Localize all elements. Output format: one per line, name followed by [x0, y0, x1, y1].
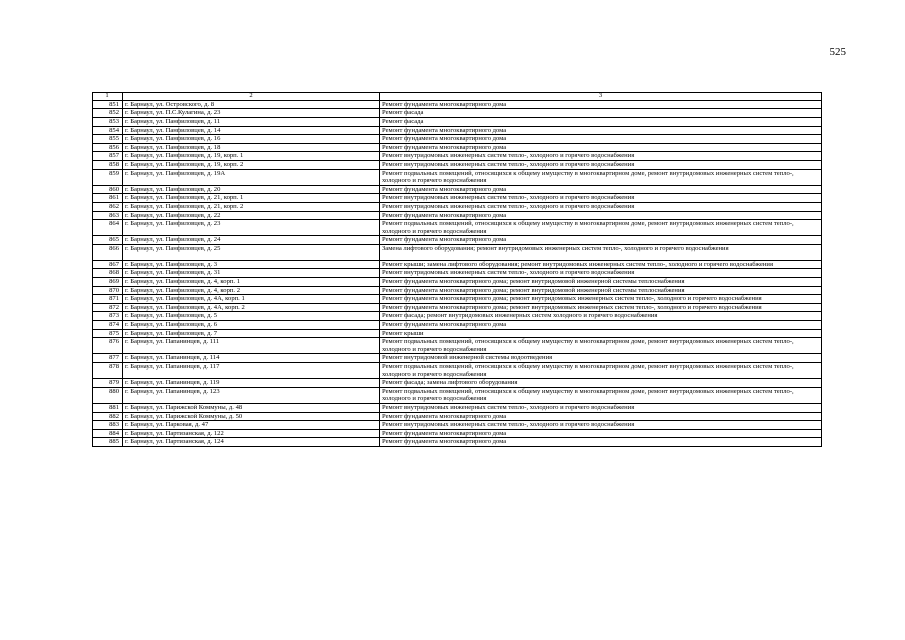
table-row: [93, 135, 822, 144]
row-address: г. Барнаул, ул. Панфиловцев, д. 19, корп. 2: [123, 160, 380, 169]
row-number: 878: [93, 363, 123, 379]
row-number: 870: [93, 286, 123, 295]
row-work-type: Ремонт фундамента многоквартирного дома: [380, 126, 822, 135]
table-row: [93, 100, 822, 109]
row-work-type: Ремонт внутридомовых инженерных систем тепло-, холодного и горячего водоснабжения: [380, 194, 822, 203]
row-address: г. Барнаул, ул. Панфиловцев, д. 5: [123, 312, 380, 321]
row-work-type: Ремонт подвальных помещений, относящихся к общему имуществу в многоквартирном доме, ремонт внутридомовых инженерных систем тепло-, холодного и горячего водоснабжения: [380, 363, 822, 379]
row-number: 854: [93, 126, 123, 135]
row-number: 873: [93, 312, 123, 321]
row-number: 851: [93, 100, 123, 109]
row-work-type: Ремонт фундамента многоквартирного дома: [380, 236, 822, 245]
row-address: г. Барнаул, ул. Панфиловцев, д. 6: [123, 321, 380, 330]
row-number: 866: [93, 244, 123, 260]
table-row: [93, 329, 822, 338]
row-address: г. Барнаул, ул. Панфиловцев, д. 23: [123, 220, 380, 236]
table-row: [93, 379, 822, 388]
row-address: г. Барнаул, ул. Панфиловцев, д. 20: [123, 185, 380, 194]
table-row: [93, 295, 822, 304]
row-address: г. Барнаул, ул. Партизанская, д. 124: [123, 438, 380, 447]
row-number: 877: [93, 354, 123, 363]
row-address: г. Барнаул, ул. Панфиловцев, д. 21, корп. 1: [123, 194, 380, 203]
row-work-type: Ремонт внутридомовых инженерных систем тепло-, холодного и горячего водоснабжения: [380, 269, 822, 278]
row-address: г. Барнаул, ул. Партизанская, д. 122: [123, 429, 380, 438]
row-work-type: Ремонт фасада: [380, 109, 822, 118]
table-header-row: [93, 93, 822, 101]
row-address: г. Барнаул, ул. Папанинцев, д. 117: [123, 363, 380, 379]
table-row: [93, 160, 822, 169]
row-work-type: Ремонт подвальных помещений, относящихся к общему имуществу в многоквартирном доме, ремонт внутридомовых инженерных систем тепло-, холодного и горячего водоснабжения: [380, 338, 822, 354]
row-address: г. Барнаул, ул. Островского, д. 8: [123, 100, 380, 109]
row-address: г. Барнаул, ул. Папанинцев, д. 119: [123, 379, 380, 388]
table-row: [93, 312, 822, 321]
row-address: г. Барнаул, ул. Панфиловцев, д. 22: [123, 211, 380, 220]
row-address: г. Барнаул, ул. Панфиловцев, д. 21, корп. 2: [123, 202, 380, 211]
row-work-type: Ремонт фасада: [380, 117, 822, 126]
row-address: г. Барнаул, ул. Парижской Коммуны, д. 50: [123, 412, 380, 421]
column-header-work: 3: [380, 93, 822, 101]
row-number: 863: [93, 211, 123, 220]
table-row: [93, 363, 822, 379]
row-number: 884: [93, 429, 123, 438]
table-row: [93, 354, 822, 363]
row-address: г. Барнаул, ул. Папанинцев, д. 111: [123, 338, 380, 354]
table-row: [93, 438, 822, 447]
table-row: [93, 429, 822, 438]
row-address: г. Барнаул, ул. Панфиловцев, д. 7: [123, 329, 380, 338]
row-address: г. Барнаул, ул. Панфиловцев, д. 4А, корп. 1: [123, 295, 380, 304]
table-row: [93, 169, 822, 185]
row-address: г. Барнаул, ул. П.С.Кулагина, д. 23: [123, 109, 380, 118]
row-work-type: Ремонт внутридомовых инженерных систем тепло-, холодного и горячего водоснабжения: [380, 202, 822, 211]
row-work-type: Ремонт фасада; замена лифтового оборудования: [380, 379, 822, 388]
row-address: г. Барнаул, ул. Панфиловцев, д. 16: [123, 135, 380, 144]
row-work-type: Ремонт внутридомовых инженерных систем тепло-, холодного и горячего водоснабжения: [380, 160, 822, 169]
row-work-type: Ремонт фундамента многоквартирного дома; ремонт внутридомовых инженерных систем тепло-, холодного и горячего водоснабжения: [380, 303, 822, 312]
table-row: [93, 185, 822, 194]
row-number: 880: [93, 387, 123, 403]
row-number: 860: [93, 185, 123, 194]
row-address: г. Барнаул, ул. Панфиловцев, д. 19А: [123, 169, 380, 185]
row-number: 879: [93, 379, 123, 388]
row-address: г. Барнаул, ул. Панфиловцев, д. 4А, корп. 2: [123, 303, 380, 312]
row-address: г. Барнаул, ул. Панфиловцев, д. 3: [123, 260, 380, 269]
row-work-type: Ремонт внутридомовых инженерных систем тепло-, холодного и горячего водоснабжения: [380, 152, 822, 161]
row-address: г. Барнаул, ул. Парижской Коммуны, д. 48: [123, 403, 380, 412]
row-number: 867: [93, 260, 123, 269]
table-row: [93, 202, 822, 211]
row-number: 868: [93, 269, 123, 278]
repair-works-table: [92, 92, 822, 447]
table-row: [93, 387, 822, 403]
row-number: 859: [93, 169, 123, 185]
row-number: 883: [93, 421, 123, 430]
row-number: 858: [93, 160, 123, 169]
row-number: 882: [93, 412, 123, 421]
row-address: г. Барнаул, ул. Папанинцев, д. 114: [123, 354, 380, 363]
row-number: 857: [93, 152, 123, 161]
table-row: [93, 403, 822, 412]
table-row: [93, 194, 822, 203]
row-work-type: Ремонт внутридомовых инженерных систем тепло-, холодного и горячего водоснабжения: [380, 403, 822, 412]
table-row: [93, 269, 822, 278]
row-work-type: Ремонт внутридомовых инженерных систем тепло-, холодного и горячего водоснабжения: [380, 421, 822, 430]
row-work-type: Ремонт подвальных помещений, относящихся к общему имуществу в многоквартирном доме, ремонт внутридомовых инженерных систем тепло-, холодного и горячего водоснабжения: [380, 387, 822, 403]
row-number: 856: [93, 143, 123, 152]
row-number: 865: [93, 236, 123, 245]
row-address: г. Барнаул, ул. Панфиловцев, д. 11: [123, 117, 380, 126]
row-number: 852: [93, 109, 123, 118]
table-row: [93, 126, 822, 135]
table-row: [93, 278, 822, 287]
table-row: [93, 412, 822, 421]
row-address: г. Барнаул, ул. Панфиловцев, д. 4, корп. 2: [123, 286, 380, 295]
row-number: 862: [93, 202, 123, 211]
row-work-type: Ремонт фундамента многоквартирного дома: [380, 143, 822, 152]
table-row: [93, 236, 822, 245]
row-number: 881: [93, 403, 123, 412]
table-row: [93, 152, 822, 161]
row-work-type: Ремонт фундамента многоквартирного дома; ремонт внутридомовых инженерных систем тепло-, холодного и горячего водоснабжения: [380, 295, 822, 304]
row-work-type: Ремонт фундамента многоквартирного дома: [380, 100, 822, 109]
row-address: г. Барнаул, ул. Панфиловцев, д. 19, корп. 1: [123, 152, 380, 161]
row-work-type: Ремонт фундамента многоквартирного дома: [380, 429, 822, 438]
row-work-type: Замена лифтового оборудования; ремонт внутридомовых инженерных систем тепло-, холодного и горячего водоснабжения: [380, 244, 822, 260]
table-row: [93, 244, 822, 260]
row-number: 885: [93, 438, 123, 447]
row-number: 875: [93, 329, 123, 338]
row-number: 876: [93, 338, 123, 354]
row-work-type: Ремонт фундамента многоквартирного дома: [380, 321, 822, 330]
row-number: 871: [93, 295, 123, 304]
row-address: г. Барнаул, ул. Папанинцев, д. 123: [123, 387, 380, 403]
row-address: г. Барнаул, ул. Панфиловцев, д. 24: [123, 236, 380, 245]
row-address: г. Барнаул, ул. Панфиловцев, д. 31: [123, 269, 380, 278]
row-number: 872: [93, 303, 123, 312]
column-header-address: 2: [123, 93, 380, 101]
row-work-type: Ремонт фундамента многоквартирного дома; ремонт внутридомовой инженерной системы теплоснабжения: [380, 278, 822, 287]
row-address: г. Барнаул, ул. Панфиловцев, д. 4, корп. 1: [123, 278, 380, 287]
page-number: 525: [829, 46, 846, 58]
row-work-type: Ремонт фундамента многоквартирного дома: [380, 438, 822, 447]
row-address: г. Барнаул, ул. Панфиловцев, д. 25: [123, 244, 380, 260]
row-number: 861: [93, 194, 123, 203]
table-row: [93, 321, 822, 330]
table-row: [93, 211, 822, 220]
row-work-type: Ремонт подвальных помещений, относящихся к общему имуществу в многоквартирном доме, ремонт внутридомовых инженерных систем тепло-, холодного и горячего водоснабжения: [380, 169, 822, 185]
row-work-type: Ремонт фундамента многоквартирного дома: [380, 135, 822, 144]
row-address: г. Барнаул, ул. Парковая, д. 47: [123, 421, 380, 430]
row-address: г. Барнаул, ул. Панфиловцев, д. 14: [123, 126, 380, 135]
row-number: 869: [93, 278, 123, 287]
table-row: [93, 220, 822, 236]
row-work-type: Ремонт фундамента многоквартирного дома: [380, 211, 822, 220]
table-row: [93, 109, 822, 118]
row-work-type: Ремонт подвальных помещений, относящихся к общему имуществу в многоквартирном доме, ремонт внутридомовых инженерных систем тепло-, холодного и горячего водоснабжения: [380, 220, 822, 236]
row-number: 853: [93, 117, 123, 126]
table-row: [93, 338, 822, 354]
row-work-type: Ремонт внутридомовой инженерной системы водоотведения: [380, 354, 822, 363]
table-row: [93, 143, 822, 152]
row-work-type: Ремонт фундамента многоквартирного дома: [380, 412, 822, 421]
table-row: [93, 421, 822, 430]
row-work-type: Ремонт крыши: [380, 329, 822, 338]
row-work-type: Ремонт фундамента многоквартирного дома; ремонт внутридомовой инженерной системы теплоснабжения: [380, 286, 822, 295]
table-row: [93, 260, 822, 269]
row-address: г. Барнаул, ул. Панфиловцев, д. 18: [123, 143, 380, 152]
row-number: 874: [93, 321, 123, 330]
column-header-number: 1: [93, 93, 123, 101]
table-row: [93, 117, 822, 126]
row-work-type: Ремонт крыши; замена лифтового оборудования; ремонт внутридомовых инженерных систем тепло-, холодного и горячего водоснабжения: [380, 260, 822, 269]
row-work-type: Ремонт фундамента многоквартирного дома: [380, 185, 822, 194]
row-number: 855: [93, 135, 123, 144]
row-number: 864: [93, 220, 123, 236]
table-row: [93, 286, 822, 295]
table-row: [93, 303, 822, 312]
row-work-type: Ремонт фасада; ремонт внутридомовых инженерных систем холодного и горячего водоснабжения: [380, 312, 822, 321]
